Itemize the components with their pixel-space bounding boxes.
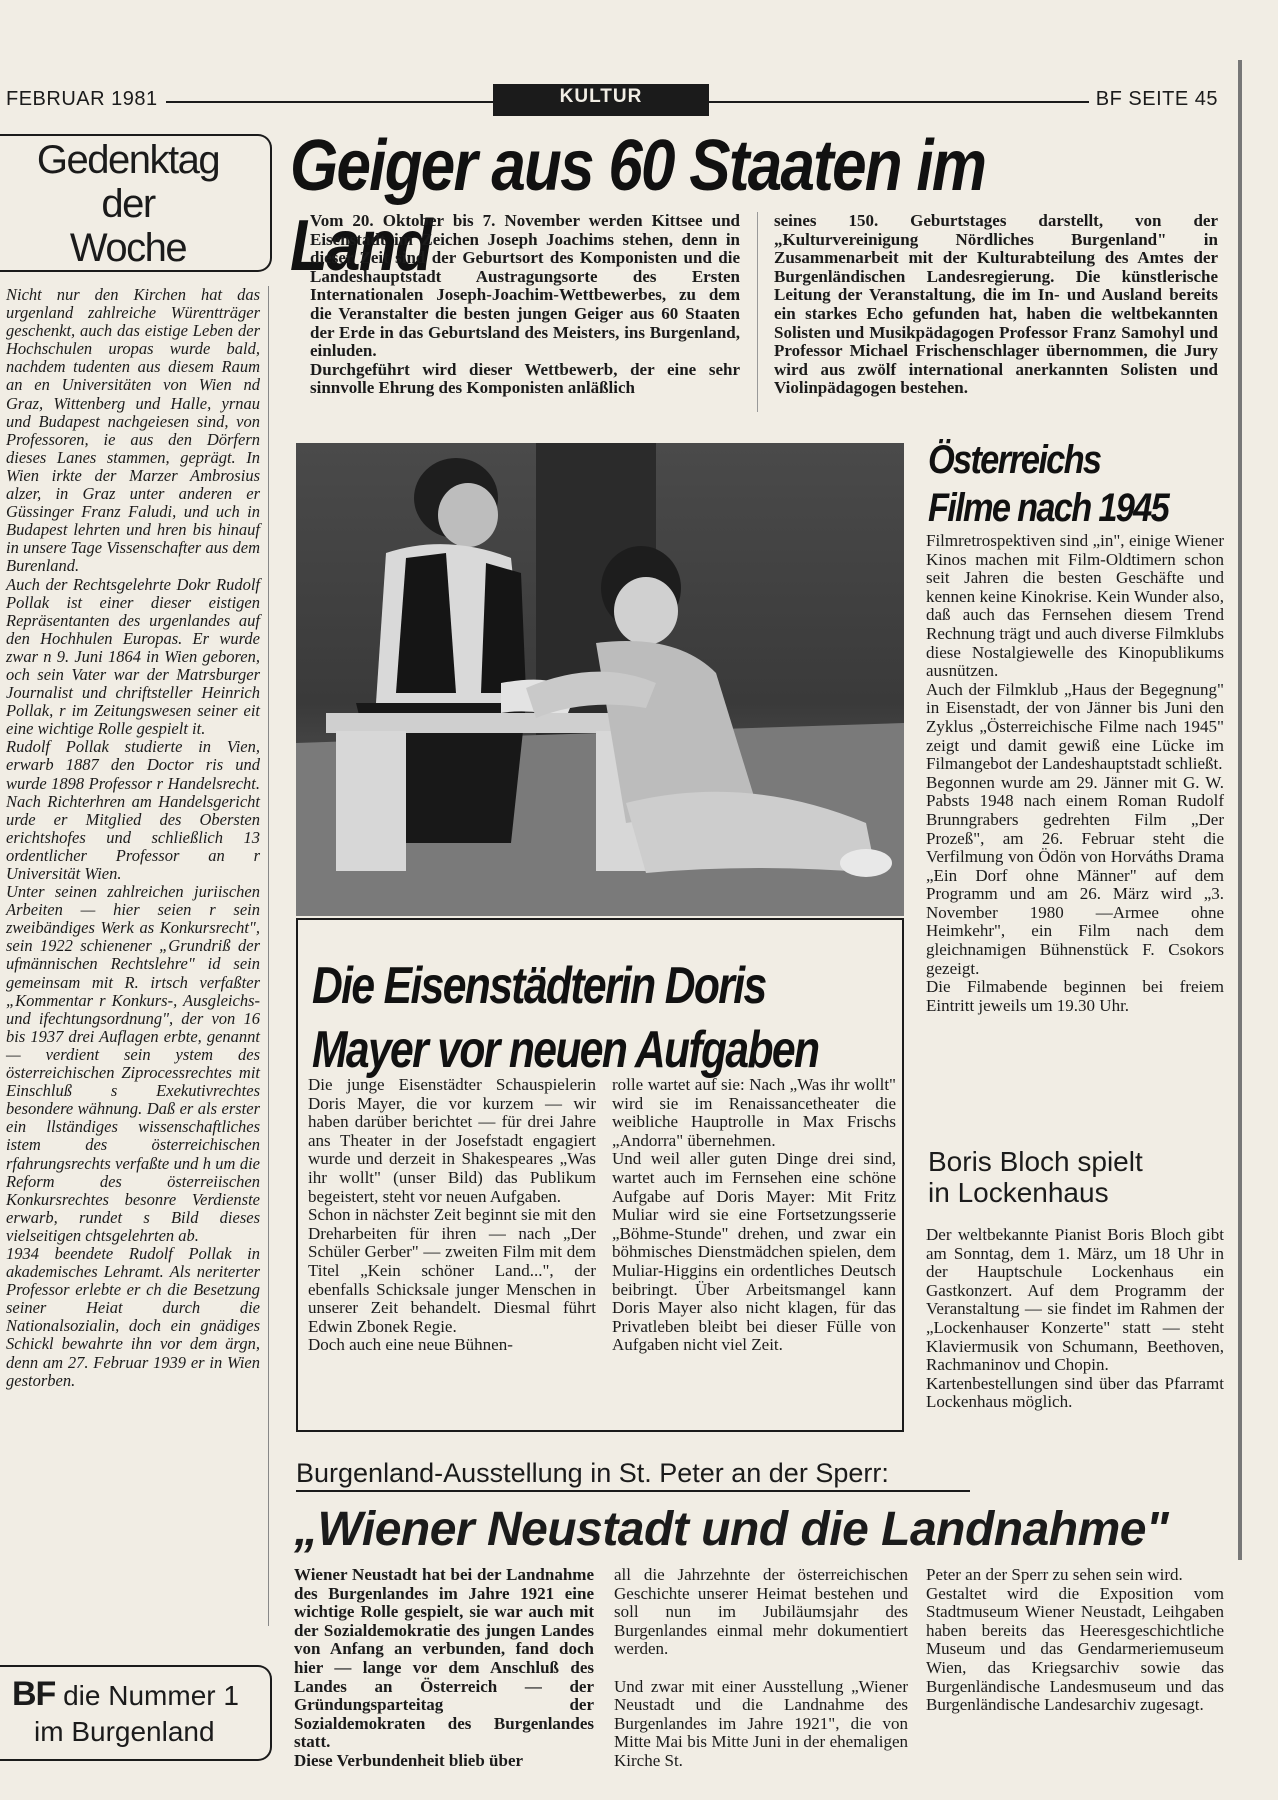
filme-headline-line1: Österreichs	[928, 438, 1101, 482]
page-edge-rule	[1238, 60, 1242, 1560]
doris-headline-line1: Die Eisenstädterin Doris	[312, 957, 766, 1015]
wiener-kicker: Burgenland-Ausstellung in St. Peter an der Sperr:	[296, 1458, 889, 1488]
geiger-headline: Geiger aus 60 Staaten im Land	[290, 126, 986, 286]
gedenktag-title-line1: Gedenktag	[36, 138, 220, 182]
geiger-column-rule	[757, 212, 758, 412]
wiener-column-2: all die Jahrzehnte der österreichischen Geschichte unserer Heimat bestehen und soll nun im Jubiläumsjahr des Burgenlandes einmal mehr dokumentiert werden. Und zwar mit einer Ausstellung „Wiener Neustadt und die Landnahme des Burgenlandes im Jahre 1921", die von Mitte Mai bis Mitte Juni in der ehemaligen Kirche St.	[614, 1565, 908, 1770]
header-rule-right	[709, 101, 1089, 103]
wiener-column-3: Peter an der Sperr zu sehen sein wird. Gestaltet wird die Exposition vom Stadtmuseum Wiener Neustadt, Leihgaben haben bereits das Heeresgeschichtliche Museum und das Gendarmeriemuseum Wien, das Kriegsarchiv sowie das Burgenländische Landesmuseum und das Burgenländische Landesarchiv zugesagt.	[926, 1565, 1224, 1715]
boris-article-text: Der weltbekannte Pianist Boris Bloch gibt am Sonntag, dem 1. März, um 18 Uhr in der Hauptschule Lockenhaus ein Gastkonzert. Auf dem Programm der Veranstaltung — sie findet im Rahmen der „Lockenhauser Konzerte" statt — steht Klaviermusik von Schumann, Beethoven, Rachmaninov und Chopin. Kartenbestellungen sind über das Pfarramt Lockenhaus möglich.	[926, 1225, 1224, 1412]
issue-date: FEBRUAR 1981	[6, 88, 158, 110]
doris-column-1: Die junge Eisenstädter Schauspielerin Doris Mayer, die vor kurzem — wir haben darüber berichtet — für drei Jahre ans Theater in der Josefstadt engagiert wurde und derzeit in Shakespeares „Was ihr wollt" (unser Bild) das Publikum begeistert, steht vor neuen Aufgaben. Schon in nächster Zeit beginnt sie mit den Dreharbeiten für ihren — nach „Der Schüler Gerber" — zweiten Film mit dem Titel „Kein schöner Land...", der ebenfalls Schicksale junger Menschen in unserer Zeit behandelt. Diesmal führt Edwin Zbonek Regie. Doch auch eine neue Bühnen-	[308, 1075, 596, 1355]
filme-headline-line2: Filme nach 1945	[928, 486, 1168, 530]
geiger-column-1: Vom 20. Oktober bis 7. November werden Kittsee und Eisenstadt im Zeichen Joseph Joachims stehen, denn in dieser Zeit sind der Geburtsort des Komponisten und die Landeshauptstadt Austragungsorte des Ersten Internationalen Joseph-Joachim-Wettbewerbes, zu dem die Veranstalter die besten jungen Geiger aus 60 Staaten der Erde in das Geburtsland des Meisters, ins Burgenland, einluden. Durchgeführt wird dieser Wettbewerb, der eine sehr sinnvolle Ehrung des Komponisten anläßlich	[310, 211, 740, 398]
promo-line2: im Burgenland	[34, 1716, 215, 1747]
gedenktag-title-line2: der	[101, 182, 155, 226]
boris-headline-line2: in Lockenhaus	[928, 1177, 1109, 1208]
promo-text	[12, 1676, 262, 1750]
geiger-column-2: seines 150. Geburtstages darstellt, von der „Kulturvereinigung Nördliches Burgenland" in Zusammenarbeit mit der Kulturabteilung des Amtes der Burgenländischen Landesregierung. Die künstlerische Leitung der Veranstaltung, die im In- und Ausland bereits ein starkes Echo gefunden hat, haben die weltbekannten Solisten und Musikpädagogen Professor Franz Samohyl und Professor Michael Frischenschlager übernommen, die Jury wird aus zwölf international anerkannten Solisten und Violinpädagogen bestehen.	[774, 211, 1218, 398]
left-column-rule	[268, 286, 269, 1626]
wiener-headline: „Wiener Neustadt und die Landnahme"	[294, 1503, 1169, 1556]
filme-headline	[928, 436, 1168, 532]
boris-headline	[928, 1146, 1143, 1208]
promo-bf-logo: BF	[12, 1675, 56, 1713]
filme-article-text: Filmretrospektiven sind „in", einige Wiener Kinos machen mit Film-Oldtimern schon seit Jahren die besten Geschäfte und kennen keine Kinokrise. Kein Wunder also, daß auch das Fernsehen diesem Trend Rechnung trägt und auch diverse Filmklubs diese Nostalgiewelle des Kinopublikums ausnützen. Auch der Filmklub „Haus der Begegnung" in Eisenstadt, der von Jänner bis Juni den Zyklus „Österreichische Filme nach 1945" zeigt und damit gewiß eine Lücke im Filmangebot der Landeshauptstadt schließt. Begonnen wurde am 29. Jänner mit G. W. Pabsts 1948 nach einem Roman Rudolf Brunngrabers gedrehten Film „Der Prozeß", am 26. Februar steht die Verfilmung von Ödön von Horváths Drama „Ein Dorf ohne Männer" auf dem Programm und am 26. März wird „3. November 1980 —Armee ohne Heimkehr", ein Film nach dem gleichnamigen Bühnenstück F. Csokors gezeigt. Die Filmabende beginnen bei freiem Eintritt jeweils um 19.30 Uhr.	[926, 531, 1224, 1015]
doris-column-2: rolle wartet auf sie: Nach „Was ihr wollt" wird sie im Renaissancetheater die weibliche Hauptrolle in Max Frischs „Andorra" übernehmen. Und weil aller guten Dinge drei sind, wartet auch im Fernsehen eine schöne Aufgabe auf Doris Mayer: Mit Fritz Muliar wird sie eine Fortsetzungsserie „Böhme-Stunde" drehen, und zwar ein böhmisches Dienstmädchen spielen, dem Muliar-Higgins ein ordentliches Deutsch beibringt. Über Arbeitsmangel kann Doris Mayer also nicht klagen, für das Privatleben bleibt bei dieser Fülle von Aufgaben nicht viel Zeit.	[612, 1075, 896, 1355]
promo-line1: die Nummer 1	[63, 1680, 239, 1711]
wiener-kicker-underline	[296, 1490, 970, 1492]
doris-headline	[312, 954, 818, 1082]
page-number: BF SEITE 45	[1095, 88, 1218, 110]
header-rule-left	[166, 101, 493, 103]
doris-headline-line2: Mayer vor neuen Aufgaben	[312, 1021, 819, 1079]
wiener-column-1: Wiener Neustadt hat bei der Landnahme des Burgenlandes im Jahre 1921 eine wichtige Rolle gespielt, sie war auch mit der Sozialdemokratie des jungen Landes von Anfang an verbunden, fand doch hier — lange vor dem Anschluß des Landes an Österreich — der Gründungsparteitag der Sozialdemokraten des Burgenlandes statt. Diese Verbundenheit blieb über	[294, 1565, 594, 1770]
gedenktag-title	[28, 138, 228, 270]
gedenktag-title-line3: Woche	[69, 226, 187, 270]
gedenktag-article-text: Nicht nur den Kirchen hat das urgenland zahlreiche Würentträger geschenkt, auch das eistige Leben der Hochschulen uropas wurde bald, nachdem tudenten aus diesem Raum an en Universitäten von Wien nd Graz, Wittenberg und Halle, yrnau und Budapest nachgeiesen sind, von Professoren, ie aus den Dörfern dieses Lanes stammen, geprägt. In Wien irkte der Marzer Ambrosius alzer, in Graz unter anderen er Güssinger Franz Faludi, und uch in Budapest lehrten und hren bis hinauf in unsere Tage Vissenschafter aus dem Burenland. Auch der Rechtsgelehrte Dokr Rudolf Pollak ist einer dieser eistigen Repräsentanten des urgenlandes auf den Hochhulen Europas. Er wurde zwar n 9. Juni 1864 in Wien geboren, och sein Vater war der Matrsburger Journalist und chriftsteller Heinrich Pollak, r im Zeitungswesen seiner eit eine wichtige Rolle gespielt it. Rudolf Pollak studierte in Vien, erwarb 1887 den Doctor ris und wurde 1898 Professor r Handelsrecht. Nach Richterhren am Handelsgericht urde er Mitglied des Obersten erichtshofes und schließlich 13 ordentlicher Professor an r Universität Wien. Unter seinen zahlreichen juriischen Arbeiten — hier seien r sein zweibändiges Werk as Konkursrecht", sein 1922 schienener „Grundriß der ufmännischen Rechtslehre" id sein gemeinsam mit R. irtsch verfaßter „Kommentar r Konkurs-, Ausgleichs- und ifechtungsordnung", der von 16 bis 1937 drei Auflagen erbte, genannt — verdient sein ystem des österreichischen Ziprocessrechtes mit Einschluß s Exekutivrechtes besondere wähnung. Daß er als erster ein llständiges wissenschaftliches istem des österreichischen rfahrungsrechts verfaßte und h um die Reform des österreiischen Konkursrechtes besonre Verdienste erwarb, rundet s Bild dieses vielseitigen chtsgelehrten ab. 1934 beendete Rudolf Pollak in akademisches Lehramt. Als neriterter Professor erlebte er ch die Besetzung seiner Heiat durch die Nationalsozialin, doch ein gnädiges Schickl bewahrte ihn vor dem ärgn, denn am 27. Februar 1939 er in Wien gestorben.	[6, 285, 260, 1390]
theater-photo	[296, 443, 904, 916]
section-label: KULTUR	[559, 86, 643, 107]
boris-headline-line1: Boris Bloch spielt	[928, 1146, 1143, 1177]
theater-photo-illustration	[296, 443, 904, 916]
